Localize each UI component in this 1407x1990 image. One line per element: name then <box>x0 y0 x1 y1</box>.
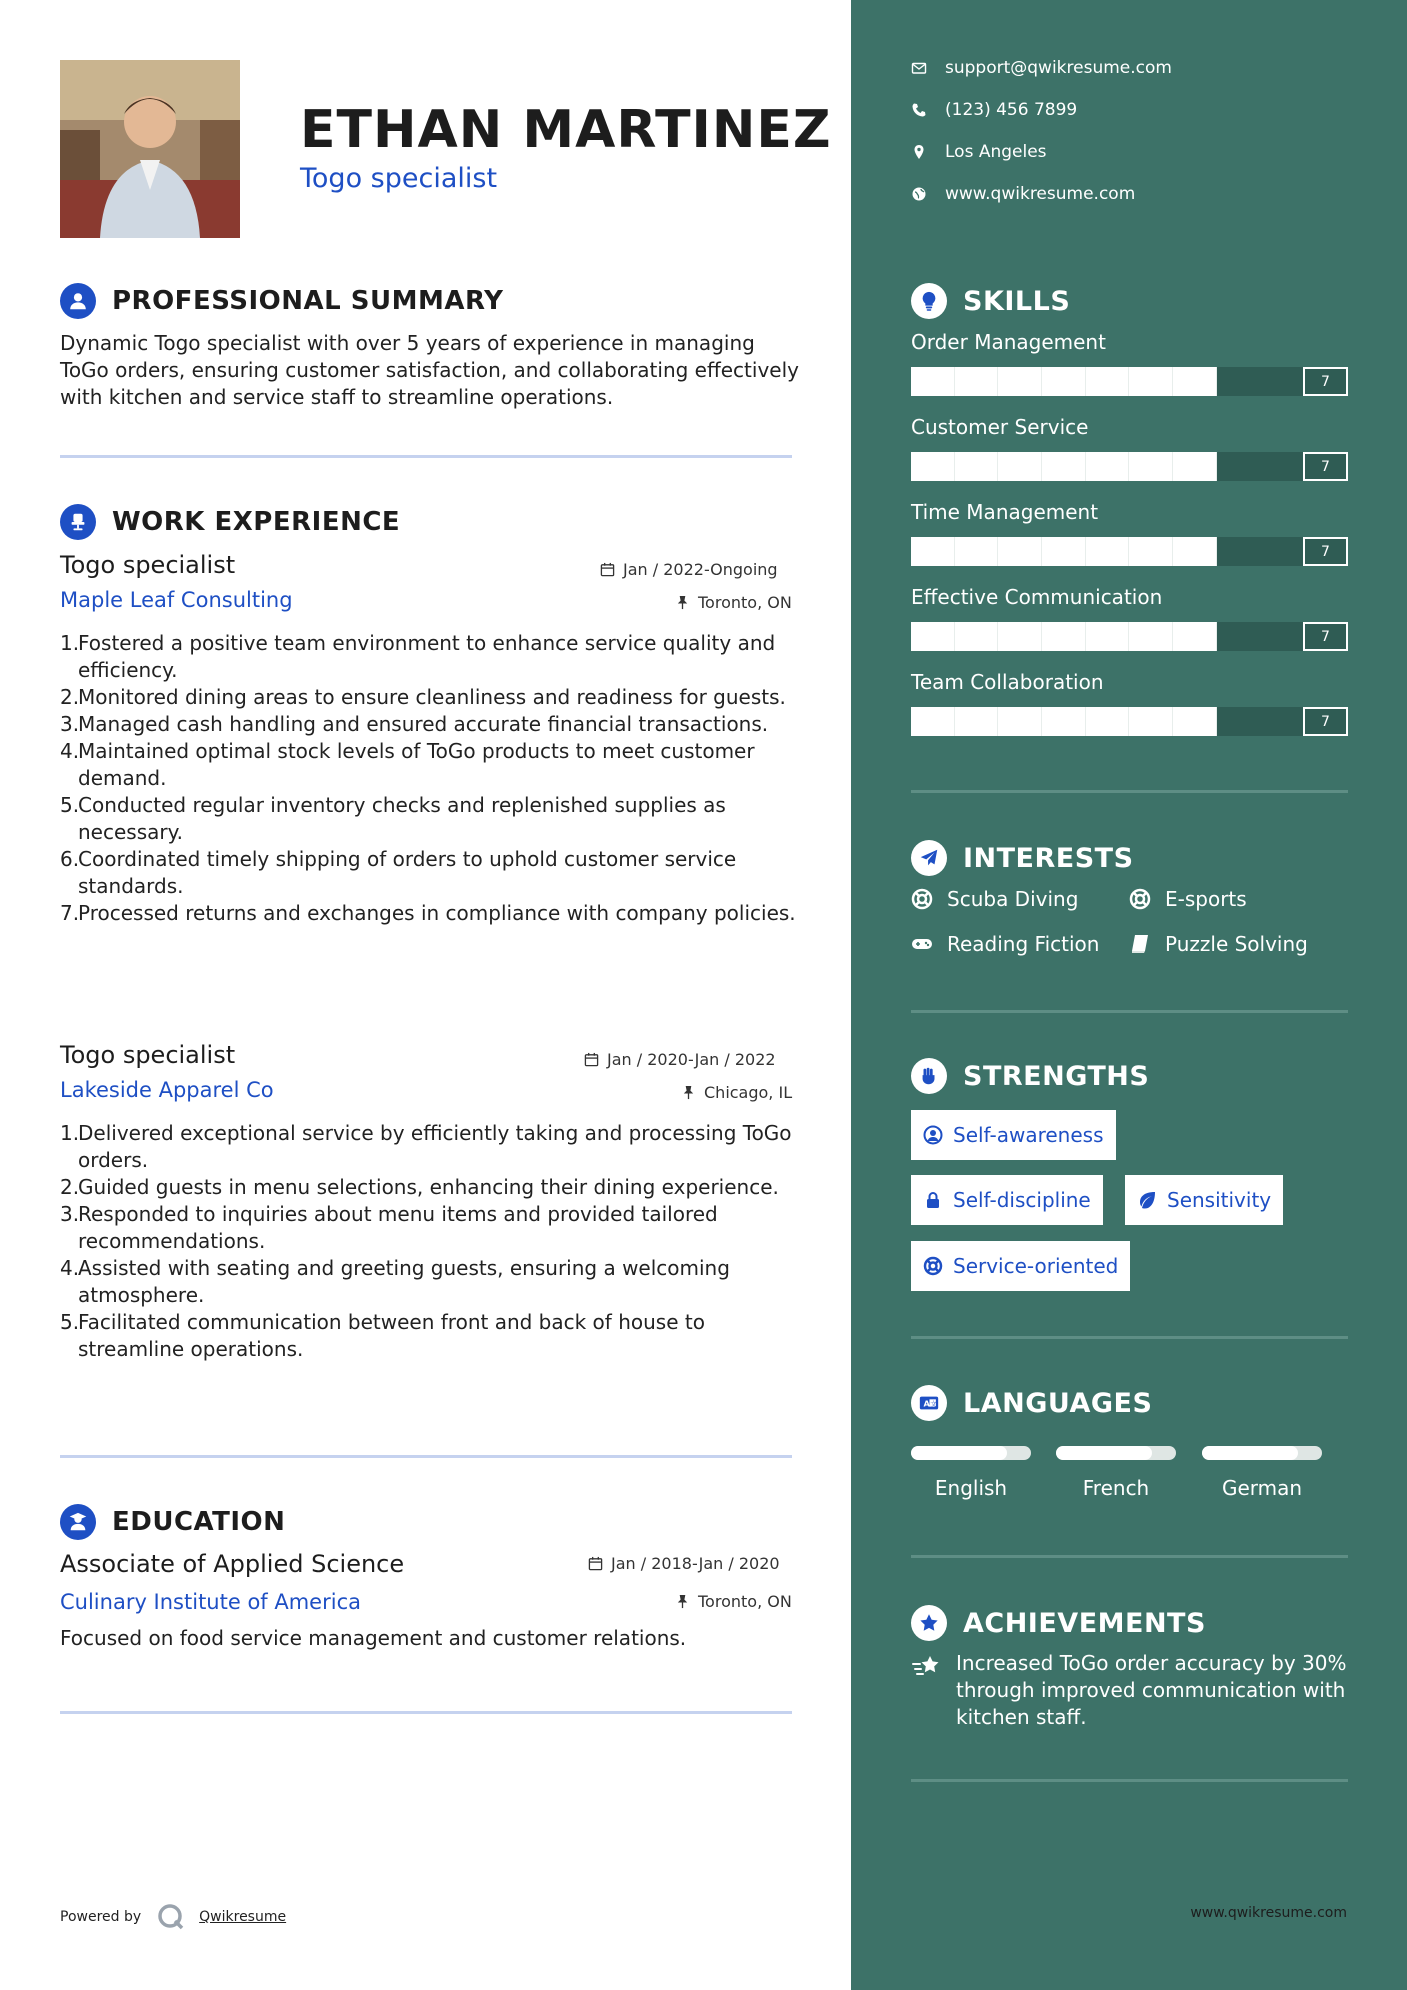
skill-segment <box>955 537 999 566</box>
strengths-heading <box>911 1058 1149 1094</box>
list-item: 1. Fostered a positive team environment to enhance service quality and efficiency. <box>60 631 776 682</box>
language-level-bar <box>1056 1446 1176 1460</box>
skill-segment <box>998 622 1042 651</box>
shooting-star-icon <box>911 1652 941 1682</box>
strength-chip <box>911 1110 1116 1160</box>
list-item: 6. Coordinated timely shipping of orders to uphold customer service standards. <box>60 847 737 898</box>
qwikresume-logo-icon <box>157 1903 185 1931</box>
section-divider <box>60 1455 792 1458</box>
skill-segment <box>1173 452 1217 481</box>
job-title: Togo specialist <box>60 551 236 579</box>
office-chair-icon <box>60 504 96 540</box>
section-divider <box>911 1555 1348 1558</box>
job-location-text: Toronto, ON <box>698 593 792 612</box>
skill-segment <box>911 367 955 396</box>
degree-title: Associate of Applied Science <box>60 1550 405 1578</box>
section-divider <box>60 1711 792 1714</box>
experience-title: WORK EXPERIENCE <box>112 507 401 537</box>
skill-level-badge: 7 <box>1303 537 1348 566</box>
calendar-icon <box>588 1556 603 1571</box>
user-circle-icon <box>923 1125 943 1145</box>
strength-chip <box>911 1241 1130 1291</box>
language-level-fill <box>1056 1446 1152 1460</box>
list-item: 4. Assisted with seating and greeting guests, ensuring a welcoming atmosphere. <box>60 1256 730 1307</box>
skill-segment <box>1129 452 1173 481</box>
life-ring-icon <box>923 1256 943 1276</box>
skill-level-badge: 7 <box>1303 452 1348 481</box>
job-company: Maple Leaf Consulting <box>60 588 293 612</box>
job-dates-text: Jan / 2020-Jan / 2022 <box>607 1050 776 1069</box>
footer-url[interactable]: www.qwikresume.com <box>1190 1905 1347 1921</box>
job-location <box>681 1083 792 1102</box>
skill-segment <box>1042 707 1086 736</box>
contact-email-text: support@qwikresume.com <box>945 58 1172 78</box>
strength-label: Self-discipline <box>953 1188 1091 1212</box>
strength-chip <box>911 1175 1103 1225</box>
contact-email[interactable] <box>911 58 1172 78</box>
paper-plane-icon <box>911 840 947 876</box>
skill-segment <box>1173 707 1217 736</box>
section-divider <box>911 1336 1348 1339</box>
interests-heading <box>911 840 1134 876</box>
contact-phone-text: (123) 456 7899 <box>945 100 1078 120</box>
education-location-text: Toronto, ON <box>698 1592 792 1611</box>
interest-label: Scuba Diving <box>947 887 1079 911</box>
summary-text: Dynamic Togo specialist with over 5 years of experience in managing ToGo orders, ensuring customer satisfaction, and collaborating effectively with kitchen and service staff to streamline operations. <box>60 331 799 409</box>
strength-label: Service-oriented <box>953 1254 1119 1278</box>
language-level-bar <box>911 1446 1031 1460</box>
achievement-text: Increased ToGo order accuracy by 30% through improved communication with kitchen staff. <box>956 1651 1347 1729</box>
skill-name: Customer Service <box>911 415 1089 439</box>
interests-title: INTERESTS <box>963 842 1134 874</box>
skill-name: Effective Communication <box>911 585 1163 609</box>
contact-location <box>911 142 1047 162</box>
interest-label: Reading Fiction <box>947 932 1100 956</box>
lock-icon <box>923 1190 943 1210</box>
skill-bar <box>911 707 1348 736</box>
skill-segment <box>955 707 999 736</box>
skill-segment <box>998 537 1042 566</box>
language-name: English <box>934 1476 1008 1500</box>
strength-label: Self-awareness <box>953 1123 1104 1147</box>
interest-label: Puzzle Solving <box>1165 932 1308 956</box>
education-dates-text: Jan / 2018-Jan / 2020 <box>611 1554 780 1573</box>
skill-bar <box>911 537 1348 566</box>
contact-website[interactable] <box>911 184 1135 204</box>
language-level-fill <box>911 1446 1007 1460</box>
skill-segment <box>1086 622 1130 651</box>
education-dates <box>588 1554 780 1573</box>
section-divider <box>60 455 792 458</box>
experience-heading <box>60 504 400 540</box>
achievements-title: ACHIEVEMENTS <box>963 1607 1206 1639</box>
skill-level-badge: 7 <box>1303 367 1348 396</box>
skill-segment <box>1173 537 1217 566</box>
contact-website-text: www.qwikresume.com <box>945 184 1136 204</box>
skill-segment <box>911 707 955 736</box>
skill-name: Team Collaboration <box>911 670 1104 694</box>
job-location-text: Chicago, IL <box>704 1083 793 1102</box>
lightbulb-icon <box>911 283 947 319</box>
interest-label: E-sports <box>1165 887 1247 911</box>
interest-item <box>911 887 1078 911</box>
education-description: Focused on food service management and customer relations. <box>60 1626 687 1650</box>
list-item: 3. Managed cash handling and ensured accurate financial transactions. <box>60 712 769 736</box>
skill-name: Time Management <box>911 500 1099 524</box>
map-marker-icon <box>911 144 927 160</box>
summary-heading <box>60 283 503 319</box>
skill-segment <box>1086 707 1130 736</box>
job-dates <box>600 560 778 579</box>
skill-bar <box>911 367 1348 396</box>
strength-chip <box>1125 1175 1283 1225</box>
skill-segment <box>1042 367 1086 396</box>
achievements-heading <box>911 1605 1206 1641</box>
star-badge-icon <box>911 1605 947 1641</box>
skill-level-badge: 7 <box>1303 707 1348 736</box>
job-title: Togo specialist <box>60 1041 236 1069</box>
skill-segment <box>1086 537 1130 566</box>
skill-segment <box>998 707 1042 736</box>
skill-name: Order Management <box>911 330 1106 354</box>
skill-segment <box>911 537 955 566</box>
strength-label: Sensitivity <box>1167 1188 1272 1212</box>
skill-bar <box>911 622 1348 651</box>
language-name: German <box>1221 1476 1303 1500</box>
skill-segment <box>1129 622 1173 651</box>
skill-segment <box>1129 537 1173 566</box>
education-location <box>675 1592 792 1611</box>
list-item: 3. Responded to inquiries about menu items and provided tailored recommendations. <box>60 1202 718 1253</box>
skill-segment <box>1129 367 1173 396</box>
job-dates <box>584 1050 776 1069</box>
section-divider <box>911 1779 1348 1782</box>
interest-item <box>911 932 1099 956</box>
job-bullets <box>60 1120 800 1363</box>
education-heading <box>60 1504 285 1540</box>
skill-segment <box>955 622 999 651</box>
pin-icon <box>675 1594 690 1609</box>
skill-segment <box>911 452 955 481</box>
sidebar <box>851 0 1407 1990</box>
skill-segment <box>1042 622 1086 651</box>
skills-title: SKILLS <box>963 285 1071 317</box>
life-ring-icon <box>911 888 933 910</box>
skill-segment <box>998 367 1042 396</box>
skill-segment <box>1086 367 1130 396</box>
powered-by-label: Powered by <box>60 1909 142 1925</box>
graduate-icon <box>60 1504 96 1540</box>
strengths-title: STRENGTHS <box>963 1060 1150 1092</box>
contact-phone[interactable] <box>911 100 1077 120</box>
skill-segment <box>911 622 955 651</box>
globe-icon <box>911 186 927 202</box>
list-item: 4. Maintained optimal stock levels of ToGo products to meet customer demand. <box>60 739 755 790</box>
user-icon <box>60 283 96 319</box>
skill-segment <box>955 367 999 396</box>
candidate-name: ETHAN MARTINEZ <box>300 100 832 160</box>
skill-segment <box>1173 367 1217 396</box>
pin-icon <box>675 595 690 610</box>
profile-photo <box>60 60 240 238</box>
list-item: 5. Facilitated communication between front and back of house to streamline operations. <box>60 1310 705 1361</box>
language-level-fill <box>1202 1446 1298 1460</box>
job-company: Lakeside Apparel Co <box>60 1078 274 1102</box>
school-name: Culinary Institute of America <box>60 1590 361 1614</box>
skill-segment <box>1086 452 1130 481</box>
leaf-icon <box>1137 1190 1157 1210</box>
svg-text:A: A <box>923 1398 930 1409</box>
list-item: 1. Delivered exceptional service by efficiently taking and processing ToGo orders. <box>60 1121 792 1172</box>
svg-text:文: 文 <box>930 1399 937 1408</box>
education-title: EDUCATION <box>112 1507 286 1537</box>
phone-icon <box>911 102 927 118</box>
skill-segment <box>955 452 999 481</box>
candidate-title: Togo specialist <box>300 163 498 194</box>
interest-item <box>1129 932 1308 956</box>
skill-segment <box>998 452 1042 481</box>
list-item: 7. Processed returns and exchanges in compliance with company policies. <box>60 901 796 925</box>
list-item: 2. Monitored dining areas to ensure cleanliness and readiness for guests. <box>60 685 786 709</box>
powered-by <box>60 1903 286 1931</box>
skill-bar <box>911 452 1348 481</box>
languages-title: LANGUAGES <box>963 1387 1153 1419</box>
job-bullets <box>60 630 800 927</box>
list-item: 2. Guided guests in menu selections, enhancing their dining experience. <box>60 1175 779 1199</box>
skill-segment <box>1042 452 1086 481</box>
translate-icon <box>911 1385 947 1421</box>
interest-item <box>1129 887 1247 911</box>
language-name: French <box>1082 1476 1150 1500</box>
skill-level-badge: 7 <box>1303 622 1348 651</box>
skills-heading <box>911 283 1070 319</box>
languages-heading <box>911 1385 1152 1421</box>
pin-icon <box>681 1085 696 1100</box>
section-divider <box>911 1010 1348 1013</box>
envelope-icon <box>911 60 927 76</box>
skill-segment <box>1173 622 1217 651</box>
gamepad-icon <box>911 933 933 955</box>
section-divider <box>911 790 1348 793</box>
contact-location-text: Los Angeles <box>945 142 1047 162</box>
calendar-icon <box>584 1052 599 1067</box>
skill-segment <box>1129 707 1173 736</box>
job-dates-text: Jan / 2022-Ongoing <box>623 560 778 579</box>
job-location <box>675 593 792 612</box>
summary-title: PROFESSIONAL SUMMARY <box>112 286 504 316</box>
fist-icon <box>911 1058 947 1094</box>
book-icon <box>1129 933 1151 955</box>
qwikresume-link[interactable]: Qwikresume <box>199 1909 287 1925</box>
language-level-bar <box>1202 1446 1322 1460</box>
calendar-icon <box>600 562 615 577</box>
life-ring-icon <box>1129 888 1151 910</box>
list-item: 5. Conducted regular inventory checks and replenished supplies as necessary. <box>60 793 726 844</box>
skill-segment <box>1042 537 1086 566</box>
